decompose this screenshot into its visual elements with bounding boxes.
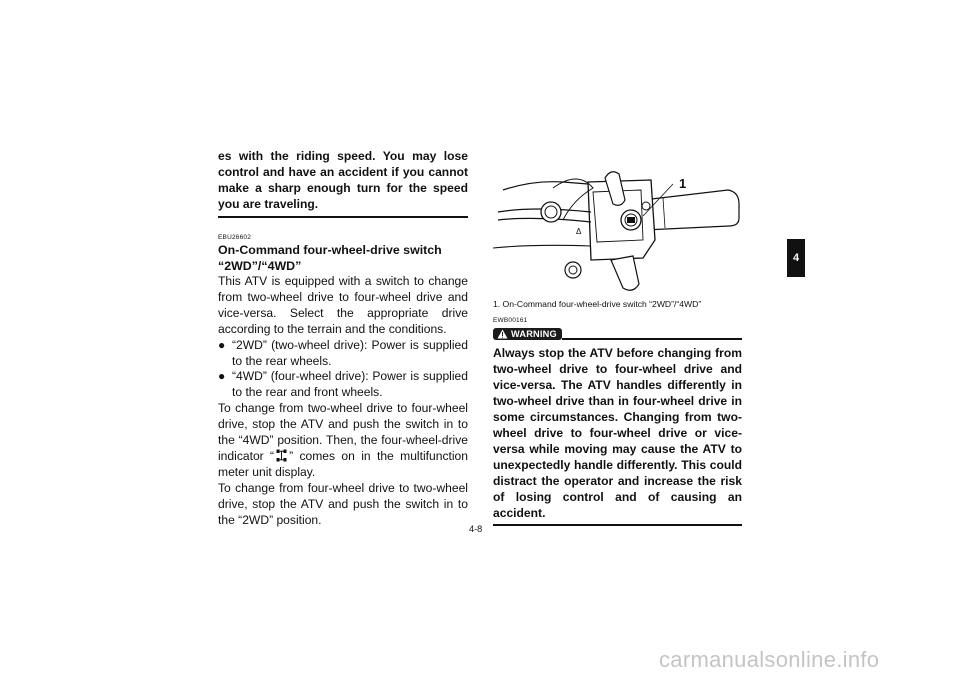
warning-bottom-rule: [493, 524, 742, 526]
warning-top-rule: [562, 338, 742, 340]
figure-caption: 1. On-Command four-wheel-drive switch “2WD”/“4WD”: [493, 299, 702, 309]
paragraph-2-start: To change from two-wheel drive to four-wheel drive, stop the ATV and push the switch in to the “4WD” position. Then, the four-wheel-drive indicator “: [218, 401, 468, 463]
bullet-icon: ●: [218, 369, 226, 384]
bullet-text: “4WD” (four-wheel drive): Power is supplied to the rear and front wheels.: [232, 369, 468, 400]
warning-text: Always stop the ATV before changing from two-wheel drive to four-wheel drive and vice-versa. The ATV handles differently in two-wheel drive than in four-wheel drive in some circumstances. Changing from two-wheel drive to four-wheel drive or vice-versa while moving may cause the ATV to unexpectedly handle differently. This could distract the operator and increase the risk of losing control and of causing an accident.: [493, 346, 742, 520]
warning-triangle-icon: [497, 329, 508, 339]
warning-header: [493, 328, 742, 340]
warning-block: [493, 317, 742, 526]
handlebar-switch-illustration: [493, 160, 742, 295]
left-column: [218, 148, 468, 529]
warning-badge: [493, 328, 562, 340]
section-heading: On-Command four-wheel-drive switch “2WD”/“4WD”: [218, 243, 442, 273]
warning-code: EWB00161: [493, 317, 528, 324]
page-number: 4-8: [469, 524, 483, 534]
bullet-item-2wd: [218, 338, 468, 370]
section-divider: [218, 216, 468, 218]
paragraph-3: To change from four-wheel drive to two-wheel drive, stop the ATV and push the switch in to the “2WD” position.: [218, 480, 468, 527]
intro-warning-text: es with the riding speed. You may lose control and have an accident if you cannot make a sharp enough turn for the speed you are traveling.: [218, 149, 468, 211]
watermark: carmanualsonline.info: [659, 647, 880, 672]
four-wheel-drive-indicator-icon: [276, 449, 287, 462]
warning-label: WARNING: [511, 329, 557, 339]
chapter-tab: 4: [787, 239, 805, 277]
bullet-icon: ●: [218, 337, 226, 352]
section-code: EBU26602: [218, 234, 252, 241]
paragraph-1: This ATV is equipped with a switch to change from two-wheel drive to four-wheel drive and vice-versa. Select the appropriate drive according to the terrain and the conditions.: [218, 274, 468, 336]
callout-number: 1: [679, 176, 687, 191]
bullet-text: “2WD” (two-wheel drive): Power is supplied to the rear wheels.: [232, 337, 468, 368]
paragraph-2: [218, 401, 468, 481]
svg-text:Δ: Δ: [576, 227, 582, 236]
bullet-item-4wd: [218, 369, 468, 401]
paragraph-2-end: ” comes on in the multifunction meter unit display.: [218, 448, 469, 479]
